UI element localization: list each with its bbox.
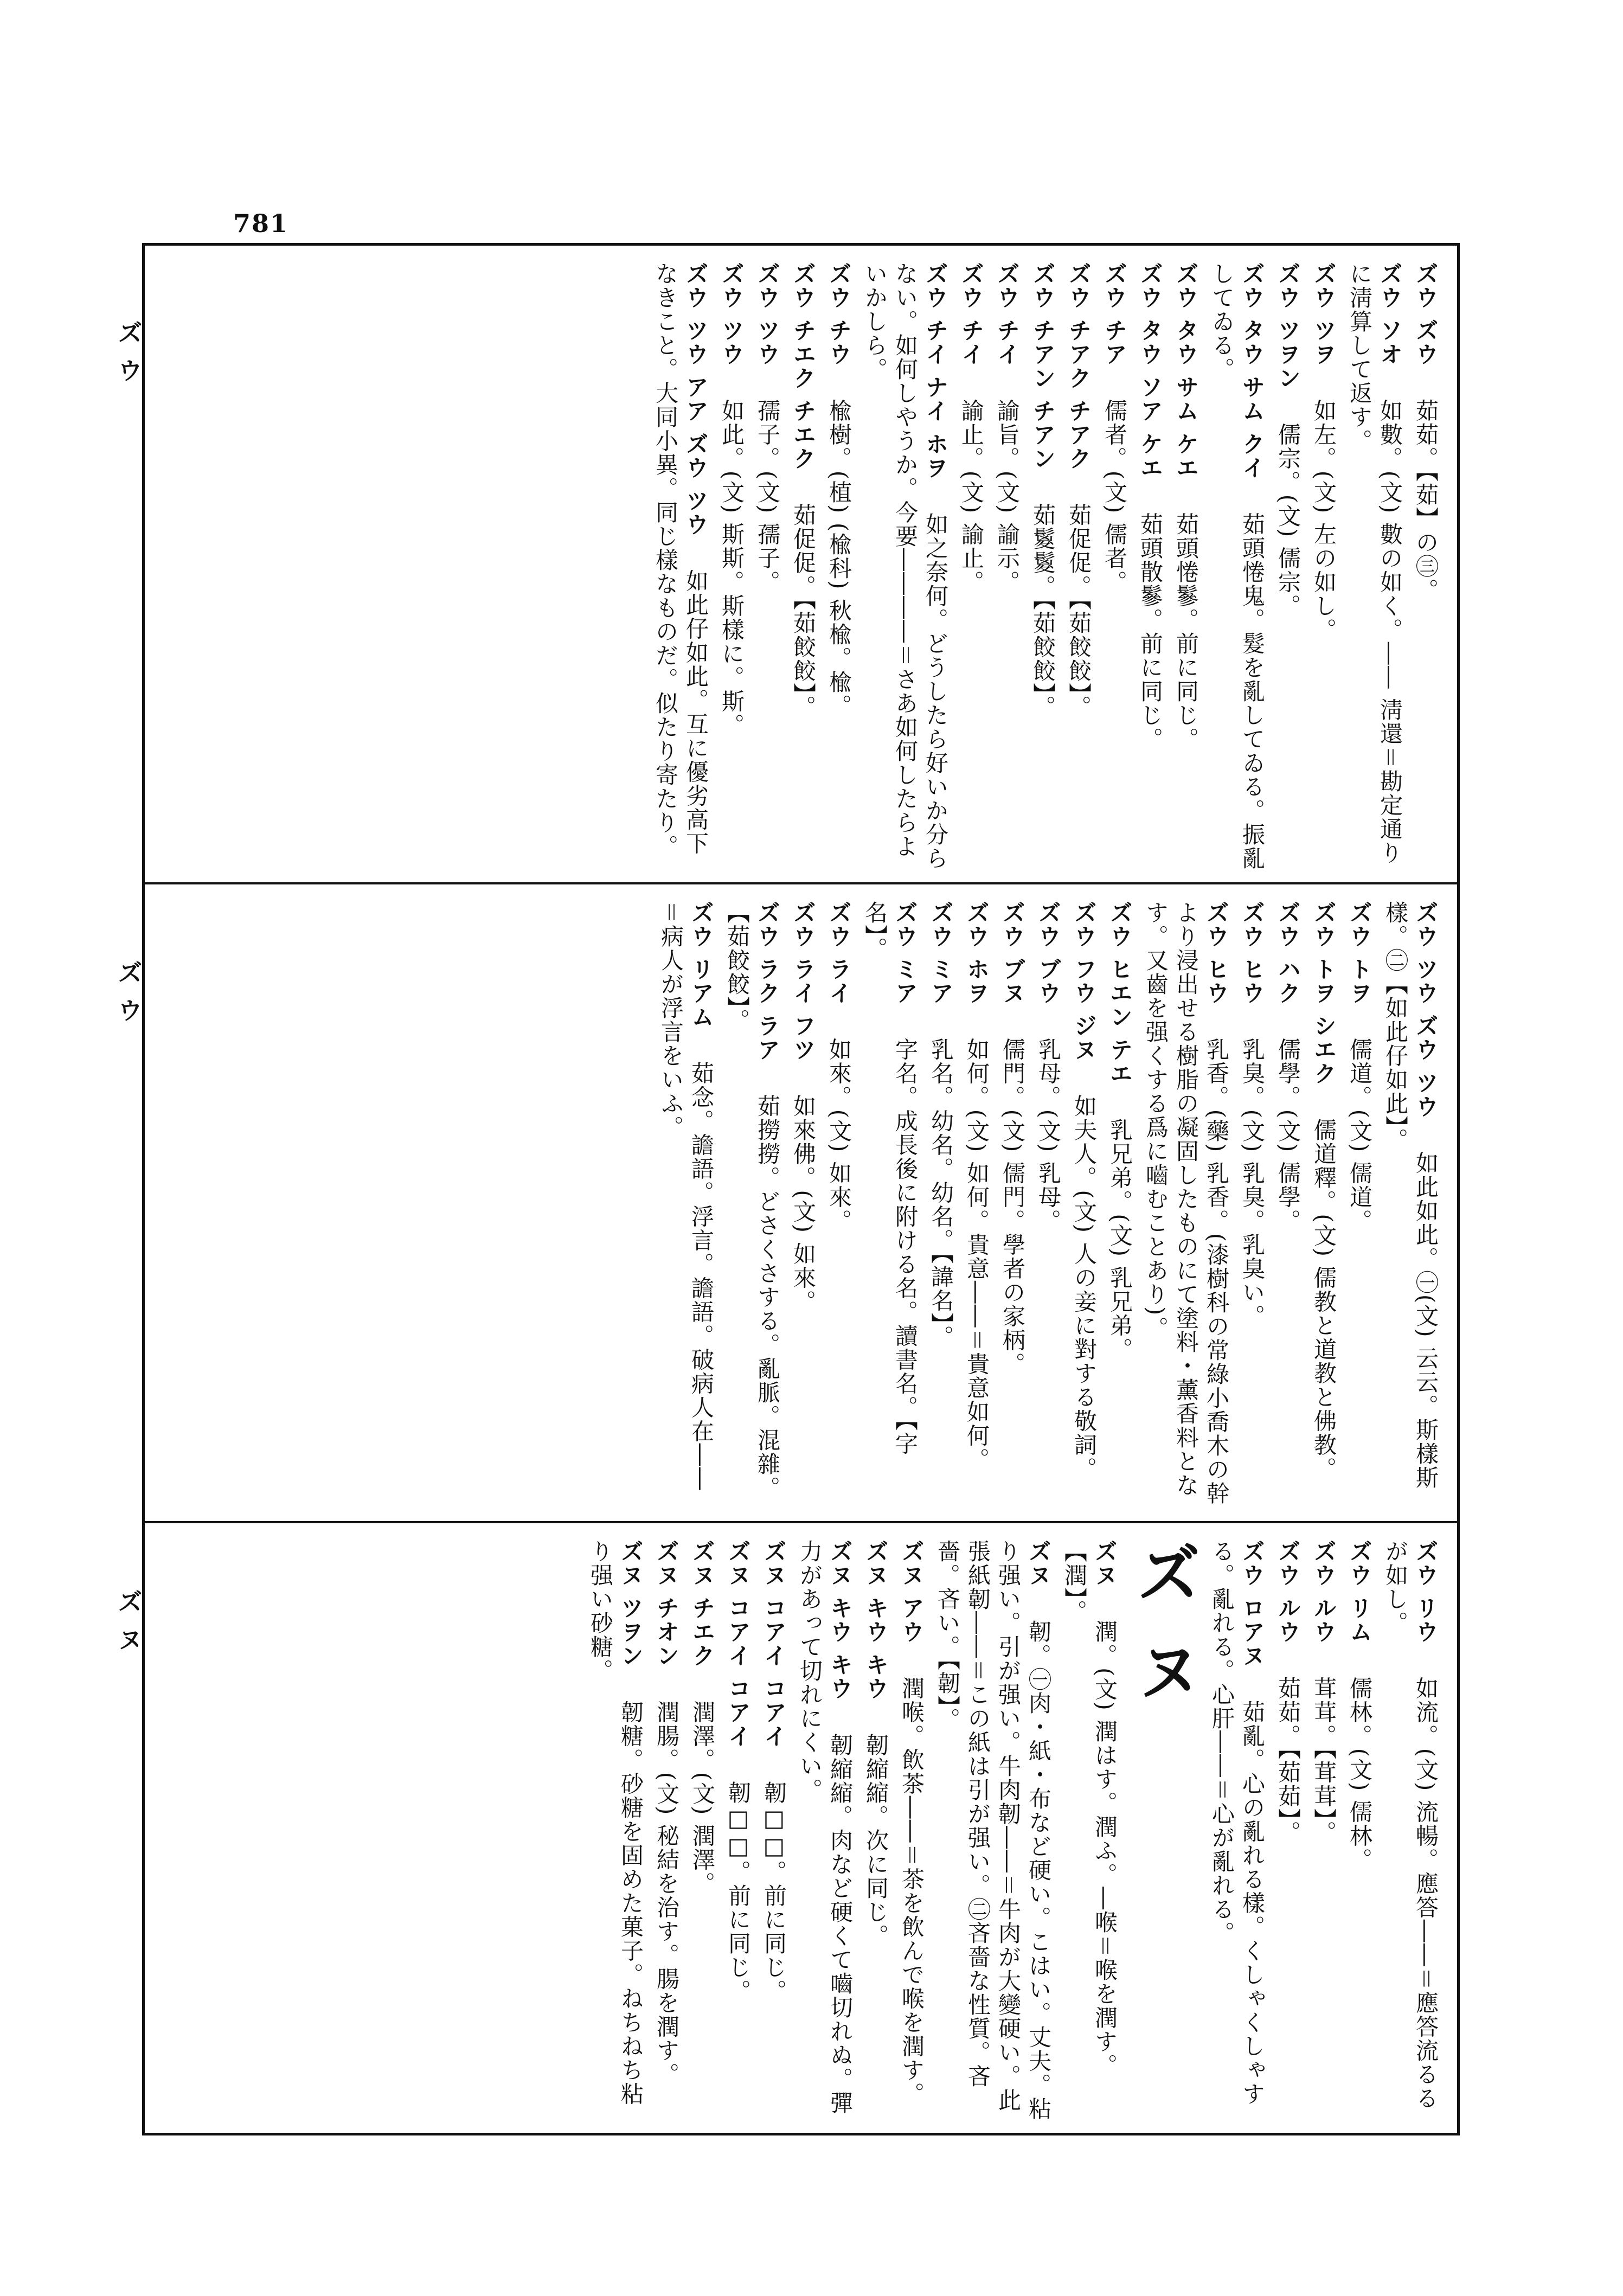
page-number: 781	[233, 209, 289, 238]
dictionary-entry	[932, 1540, 1054, 2122]
dictionary-entry	[1033, 901, 1063, 1510]
entry-reading: ズウ ソオ	[1377, 262, 1403, 367]
dictionary-band-2	[145, 882, 1457, 1521]
entry-gloss: 乳母。(文) 乳母。	[1035, 1037, 1062, 1233]
dictionary-frame	[142, 243, 1460, 2135]
dictionary-entry	[1135, 262, 1165, 871]
dictionary-entry	[1140, 901, 1231, 1510]
entry-reading: ズウ ホヲ	[964, 901, 990, 1005]
entry-reading: ズヌ ツヲン	[618, 1540, 644, 1668]
entry-reading: ズウ フウ ジヌ	[1071, 901, 1098, 1062]
side-label-char: ズ	[118, 1588, 142, 1616]
entry-reading: ズウ チアン チアン	[1030, 262, 1056, 471]
entry-reading: ズウ ロアヌ	[1239, 1540, 1266, 1668]
dictionary-entry	[1207, 1540, 1267, 2122]
entry-reading: ズウ ブウ	[1035, 901, 1062, 1005]
entry-gloss: 如流。(文) 流暢。應答――＝應答流るるが如し。	[1382, 1540, 1439, 2111]
dictionary-entry	[992, 262, 1022, 871]
entry-reading: ズヌ チエク	[689, 1540, 716, 1668]
dictionary-entry	[651, 1540, 682, 2122]
dictionary-entry	[1344, 1540, 1375, 2122]
entry-reading: ズウ ライ フツ	[790, 901, 817, 1062]
entry-gloss: 儒道釋。(文) 儒教と道教と佛教。	[1311, 1118, 1337, 1481]
entry-gloss: 乳兄弟。(文) 乳兄弟。	[1107, 1118, 1133, 1362]
entry-gloss: 茹鬉鬉。【茹餃餃】。	[1030, 503, 1056, 720]
entry-reading: ズウ ツヲ	[1311, 262, 1337, 367]
side-label-char: ズ	[118, 959, 142, 987]
section-heading-text: ズヌ	[1126, 1540, 1201, 1735]
dictionary-entry	[1308, 262, 1339, 871]
dictionary-entry	[1380, 901, 1441, 1510]
dictionary-entry	[585, 1540, 646, 2122]
entry-gloss: 茹亂。心の亂れる樣。くしゃくしゃする。亂れる。心肝――＝心が亂れる。	[1209, 1540, 1266, 2106]
entry-reading: ズウ ツウ アア ズウ ツウ	[683, 262, 709, 537]
entry-gloss: 楡樹。(植) (楡科) 秋楡。楡。	[826, 399, 852, 718]
entry-reading: ズウ ハク	[1275, 901, 1301, 1005]
entry-gloss: 如夫人。(文) 人の妾に對する敬詞。	[1071, 1094, 1098, 1481]
entry-gloss: 如來佛。(文) 如來。	[790, 1094, 817, 1314]
dictionary-entry	[788, 262, 818, 871]
dictionary-entry	[1105, 901, 1135, 1510]
dictionary-entry	[1237, 901, 1267, 1510]
entry-reading: ズウ タウ サム クイ	[1239, 262, 1266, 480]
entry-gloss: 儒學。(文) 儒學。	[1275, 1037, 1301, 1233]
dictionary-entry	[1063, 262, 1094, 871]
entry-reading: ズウ トヲ シエク	[1311, 901, 1337, 1086]
entry-gloss: 儒林。(文) 儒林。	[1346, 1676, 1373, 1872]
dictionary-entry	[1308, 901, 1339, 1510]
entry-reading: ズヌ アウ	[899, 1540, 925, 1644]
entry-gloss: 字名。成長後に附ける名。讀書名。【字名】。	[862, 901, 919, 1456]
entry-gloss: 儒道。(文) 儒道。	[1346, 1037, 1373, 1233]
entry-gloss: 茹頭惓鬼。髮を亂してゐる。振亂してゐる。	[1209, 262, 1266, 870]
entry-gloss: 如數。(文) 數の如く。―― 淸還＝勘定通りに淸算して返す。	[1346, 262, 1403, 865]
entry-reading: ズウ ライ	[826, 901, 852, 1005]
entry-gloss: 如何。(文) 如何。貴意――＝貴意如何。	[964, 1037, 990, 1472]
dictionary-entry	[859, 901, 920, 1510]
entry-gloss: 如來。(文) 如來。	[826, 1037, 852, 1233]
dictionary-entry	[752, 262, 782, 871]
entry-columns	[161, 262, 1441, 871]
dictionary-entry	[1207, 262, 1267, 871]
entry-gloss: 茹頭散鬖。前に同じ。	[1137, 512, 1164, 751]
dictionary-entry	[794, 1540, 855, 2122]
entry-reading: ズウ ラク ラア	[754, 901, 781, 1062]
entry-reading: ズウ ツヲン	[1275, 262, 1301, 390]
entry-reading: ズヌ キウ キウ	[827, 1540, 854, 1701]
dictionary-entry	[650, 262, 711, 871]
dictionary-entry	[759, 1540, 789, 2122]
entry-gloss: 茹促促。【茹餃餃】。	[790, 503, 817, 720]
entry-gloss: 潤腸。(文) 秘結を治す。腸を潤す。	[653, 1700, 680, 2087]
dictionary-entry	[1273, 901, 1303, 1510]
dictionary-entry	[1380, 1540, 1441, 2122]
side-label-char: ウ	[118, 997, 142, 1025]
dictionary-entry	[788, 901, 818, 1510]
entry-reading: ズヌ	[1025, 1540, 1052, 1587]
entry-gloss: 茹撈撈。どさくさする。亂脈。混雜。【茹餃餃】。	[724, 901, 781, 1500]
dictionary-entry	[656, 901, 716, 1510]
entry-reading: ズウ チイ	[994, 262, 1021, 367]
entry-reading: ズヌ チオン	[653, 1540, 680, 1668]
dictionary-entry	[687, 1540, 717, 2122]
entry-gloss: 儒宗。(文) 儒宗。	[1275, 422, 1301, 618]
entry-reading: ズウ ブヌ	[999, 901, 1026, 1005]
entry-reading: ズウ ヒエン テエ	[1107, 901, 1133, 1086]
entry-reading: ズウ ルウ	[1311, 1540, 1337, 1644]
entry-gloss: 茹促促。【茹餃餃】。	[1066, 503, 1092, 720]
entry-gloss: 如左。(文) 左の如し。	[1311, 399, 1337, 642]
dictionary-entry	[896, 1540, 927, 2122]
entry-reading: ズウ ルウ	[1275, 1540, 1301, 1644]
entry-gloss: 諭止。(文) 諭止。	[958, 399, 985, 594]
dictionary-entry	[1028, 262, 1058, 871]
entry-reading: ズウ チイ	[958, 262, 985, 367]
entry-gloss: 儒者。(文) 儒者。	[1101, 399, 1128, 594]
entry-gloss: 如此。(文) 斯斯。斯樣に。斯。	[719, 399, 745, 737]
dictionary-entry	[1059, 1540, 1120, 2122]
entry-gloss: 茹茹。【茹茹】。	[1275, 1676, 1301, 1845]
entry-gloss: 茸茸。【茸茸】。	[1311, 1676, 1337, 1845]
entry-reading: ズウ ミア	[928, 901, 954, 1005]
dictionary-band-3	[145, 1521, 1457, 2133]
entry-reading: ズウ チイ ナイ ホヲ	[922, 262, 949, 480]
entry-gloss: 乳香。(藥) 乳香。(漆樹科の常綠小喬木の幹より浸出せる樹脂の凝固したものにて塗料・薰香料となす。又齒を强くする爲に嚙むことあり)。	[1143, 901, 1230, 1506]
dictionary-entry	[824, 901, 854, 1510]
entry-gloss: 潤澤。(文) 潤澤。	[689, 1700, 716, 1896]
side-label-char: ヌ	[118, 1626, 142, 1654]
entry-reading: ズウ トヲ	[1346, 901, 1373, 1005]
entry-gloss: 孺子。(文) 孺子。	[754, 399, 781, 594]
entry-gloss: 諭旨。(文) 諭示。	[994, 399, 1021, 594]
entry-reading: ズウ チアク チアク	[1066, 262, 1092, 471]
dictionary-entry	[956, 262, 986, 871]
entry-gloss: 乳名。幼名。幼名。【諱名】。	[928, 1037, 954, 1349]
entry-gloss: 韌□□。前に同じ。	[761, 1781, 787, 2004]
dictionary-entry	[723, 1540, 753, 2122]
entry-reading: ズウ ミア	[892, 901, 919, 1005]
entry-gloss: 韌。㊀肉・紙・布など硬い。こはい。丈夫。粘り强い。引が强い。牛肉韌――＝牛肉が大變硬い。此張紙韌――＝この紙は引が强い。㊁吝嗇な性質。吝嗇。吝い。【韌】。	[934, 1540, 1052, 2121]
dictionary-entry	[1344, 262, 1405, 871]
entry-columns	[161, 1540, 1441, 2122]
entry-reading: ズウ ヒウ	[1239, 901, 1266, 1005]
entry-reading: ズウ ズウ	[1413, 262, 1439, 367]
dictionary-entry	[716, 262, 747, 871]
entry-gloss: 茹念。譫語。浮言。譫語。破病人在――＝病人が浮言をいふ。	[658, 901, 715, 1491]
dictionary-entry	[1308, 1540, 1339, 2122]
dictionary-entry	[1344, 901, 1375, 1510]
entry-reading: ズウ チウ	[826, 262, 852, 367]
entry-gloss: 茹頭惓鬖。前に同じ。	[1173, 512, 1199, 751]
entry-reading: ズウ チエク チエク	[790, 262, 817, 471]
entry-gloss: 如此如此。㊀(文) 云云。斯樣斯樣。㊁【如此仔如此】。	[1382, 901, 1439, 1490]
dictionary-entry	[1273, 262, 1303, 871]
dictionary-entry	[824, 262, 854, 871]
dictionary-entry	[926, 901, 956, 1510]
entry-reading: ズヌ	[1092, 1540, 1118, 1587]
dictionary-entry	[997, 901, 1028, 1510]
entry-columns	[161, 901, 1441, 1510]
entry-gloss: 儒門。(文) 儒門。學者の家柄。	[999, 1037, 1026, 1376]
entry-reading: ズヌ コアイ コアイ	[761, 1540, 787, 1749]
entry-gloss: 韌□□。前に同じ。	[725, 1781, 752, 2004]
entry-reading: ズウ タウ サム ケエ	[1173, 262, 1199, 480]
entry-reading: ズウ リム	[1346, 1540, 1373, 1644]
dictionary-entry	[859, 262, 951, 871]
dictionary-entry	[1099, 262, 1130, 871]
side-label-char: ズ	[118, 319, 142, 347]
dictionary-entry	[961, 901, 992, 1510]
entry-reading: ズウ タウ ソア ケエ	[1137, 262, 1164, 480]
entry-gloss: 韌縮縮。肉など硬くて嚙切れぬ。彈力があって切れにくい。	[797, 1540, 854, 2115]
entry-reading: ズウ チア	[1101, 262, 1128, 367]
entry-reading: ズウ リウ	[1413, 1540, 1439, 1644]
dictionary-entry	[1171, 262, 1201, 871]
entry-gloss: 潤喉。飲茶――＝茶を飲んで喉を潤す。	[899, 1676, 925, 2106]
dictionary-entry	[861, 1540, 891, 2122]
entry-reading: ズヌ コアイ コアイ	[725, 1540, 752, 1749]
entry-gloss: 潤。(文) 潤はす。潤ふ。―喉＝喉を潤す。【潤】。	[1061, 1540, 1118, 2078]
section-heading	[1125, 1540, 1201, 2122]
entry-gloss: 如此仔如此。互に優劣高下なきこと。大同小異。同じ樣なものだ。似たり寄たり。	[652, 262, 709, 858]
side-label-char: ウ	[118, 357, 142, 385]
dictionary-entry	[1410, 262, 1441, 871]
entry-reading: ズウ ツウ	[719, 262, 745, 367]
dictionary-entry	[722, 901, 782, 1510]
dictionary-band-1	[145, 246, 1457, 882]
dictionary-entry	[1273, 1540, 1303, 2122]
entry-reading: ズウ リアム	[688, 901, 715, 1029]
entry-reading: ズウ ツウ ズウ ツウ	[1413, 901, 1439, 1119]
entry-gloss: 茹茹。【茹】の㊂。	[1413, 399, 1439, 602]
entry-reading: ズウ ツウ	[754, 262, 781, 367]
entry-gloss: 如之奈何。どうしたら好いか分らない。如何しやうか。今要――――＝さあ如何したらよいかしら。	[862, 262, 949, 870]
entry-reading: ズヌ キウ キウ	[863, 1540, 889, 1701]
entry-reading: ズウ ヒウ	[1203, 901, 1230, 1005]
entry-gloss: 韌糖。砂糖を固めた菓子。ねちねち粘り强い砂糖。	[587, 1540, 644, 2106]
entry-gloss: 韌縮縮。次に同じ。	[863, 1733, 889, 1948]
entry-gloss: 乳臭。(文) 乳臭。乳臭い。	[1239, 1037, 1266, 1329]
dictionary-entry	[1069, 901, 1099, 1510]
